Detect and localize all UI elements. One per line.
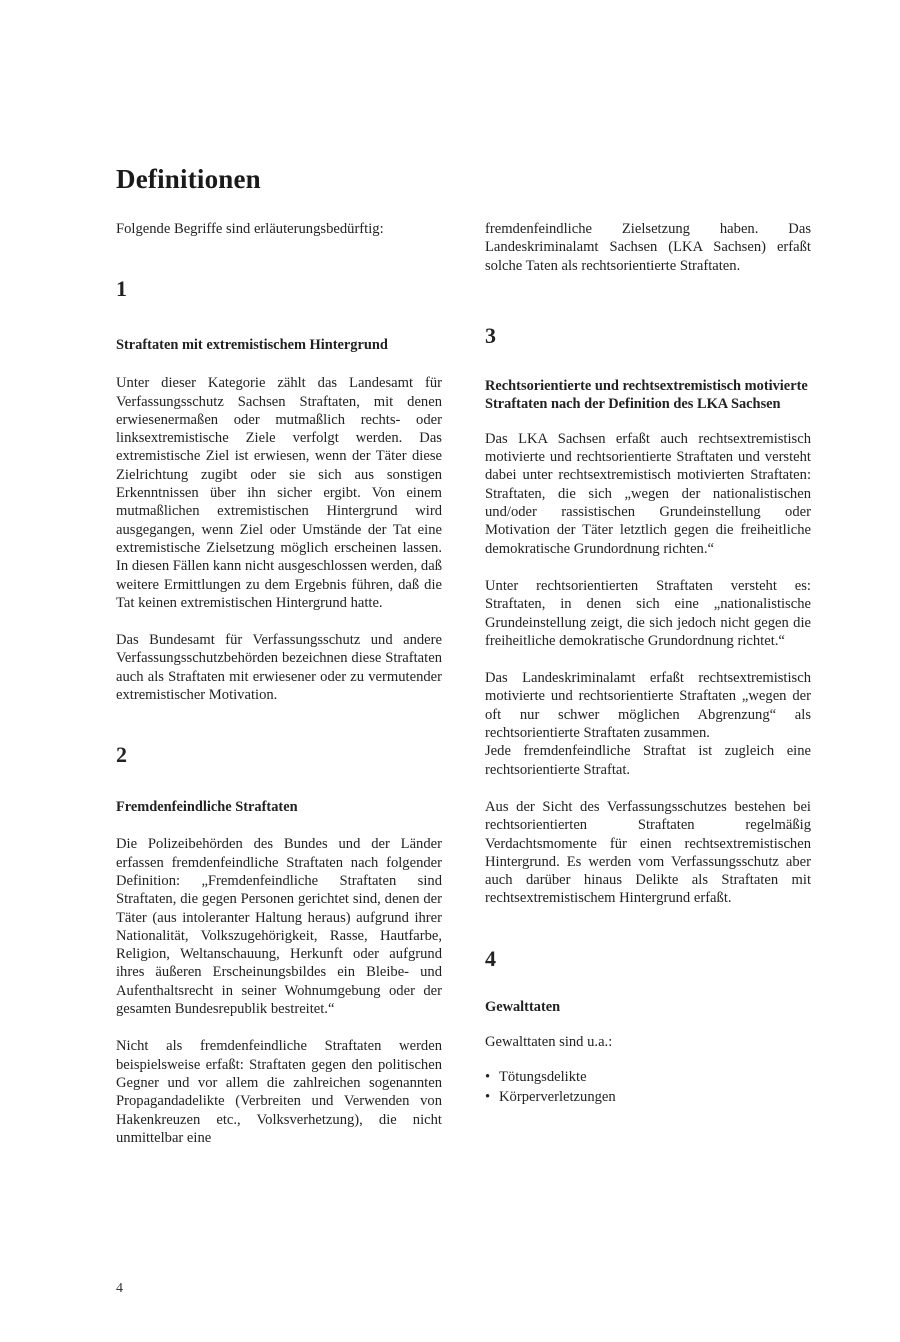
section-3-number: 3: [485, 322, 496, 348]
section-1-paragraph: Unter dieser Kategorie zählt das Landesamt für Verfassungsschutz Sachsen Straftaten, mit denen erwiesenermaßen oder mutmaßlich rechts- oder linksextremistische Ziele verfolgt werden. Das extremistische Ziel ist erwiesen, wenn der Täter diese Zielrichtung zugibt oder sie sich aus sonstigen Erkenntnissen über ihn sicher ergibt. Von einem mutmaßlichen extremistischen Hintergrund wird ausgegangen, wenn Ziel oder Umstände der Tat eine extremistische Zielsetzung möglich erscheinen lassen. In diesen Fällen kann nicht ausgeschlossen werden, daß weitere Ermittlungen zu dem Ergebnis führen, daß die Tat keinen extremistischen Hintergrund hatte.: [116, 375, 442, 611]
page-title: Definitionen: [116, 164, 261, 194]
intro-text: Folgende Begriffe sind erläuterungsbedürftig:: [116, 221, 384, 237]
section-2-paragraph-continued: fremdenfeindliche Zielsetzung haben. Das Landeskriminalamt Sachsen (LKA Sachsen) erfaßt solche Taten als rechtsorientierte Straftaten.: [485, 221, 811, 274]
list-item: • Körperverletzungen: [485, 1087, 811, 1107]
section-2-heading: Fremdenfeindliche Straftaten: [116, 799, 298, 816]
section-4-paragraph: Gewalttaten sind u.a.:: [485, 1033, 613, 1050]
section-1-heading: Straftaten mit extremistischem Hintergrund: [116, 337, 388, 354]
section-3-paragraph: Jede fremdenfeindliche Straftat ist zugleich eine rechtsorientierte Straftat.: [485, 743, 811, 778]
section-1-paragraph: Das Bundesamt für Verfassungsschutz und andere Verfassungsschutzbehörden bezeichnen diese Straftaten auch als Straftaten mit erwiesener oder zu vermutender extremistischer Motivation.: [116, 632, 442, 704]
page-number: 4: [116, 1281, 123, 1296]
list-item: • Tötungsdelikte: [485, 1067, 811, 1087]
left-column: [116, 220, 442, 1147]
section-3-heading: Rechtsorientierte und rechtsextremistisch motivierte Straftaten nach der Definition des LKA Sachsen: [485, 377, 808, 412]
section-3-paragraph: Unter rechtsorientierten Straftaten versteht es: Straftaten, in denen sich eine „nationalistische Grundeinstellung zeigt, die sich jedoch nicht gegen die freiheitliche demokratische Grundordnung richtet.“: [485, 577, 811, 649]
section-2-paragraph: Nicht als fremdenfeindliche Straftaten werden beispielsweise erfaßt: Straftaten gegen den politischen Gegner und vor allem die zahlreichen sogenannten Propagandadelikte (Verbreiten und Verwenden von Hakenkreuzen etc., Volksverhetzung), die nicht unmittelbar eine: [116, 1038, 442, 1146]
section-4-heading: Gewalttaten: [485, 998, 561, 1015]
section-1-number: 1: [116, 276, 127, 302]
bullet-list: [485, 1067, 811, 1107]
section-3-paragraph: Das LKA Sachsen erfaßt auch rechtsextremistisch motivierte und rechtsorientierte Straftaten und versteht dabei unter rechtsextremistisch motivierten Straftaten: Straftaten, die sich „wegen der nationalistischen und/oder rassistischen Grundeinstellung oder Motivation der Täter letztlich gegen die freiheitliche demokratische Grundordnung richten.“: [485, 430, 811, 557]
section-4-number: 4: [485, 945, 496, 971]
section-3-paragraph: Das Landeskriminalamt erfaßt rechtsextremistisch motivierte und rechtsorientierte Straftaten „wegen der oft nur schwer möglichen Abgrenzung“ als rechtsorientierte Straftaten zusammen.: [485, 670, 811, 742]
section-2-number: 2: [116, 742, 127, 768]
right-column: [485, 220, 811, 1107]
section-2-paragraph: Die Polizeibehörden des Bundes und der Länder erfassen fremdenfeindliche Straftaten nach folgender Definition: „Fremdenfeindliche Straftaten sind Straftaten, die gegen Personen gerichtet sind, denen der Täter (aus intoleranter Haltung heraus) aufgrund ihrer Nationalität, Volkszugehörigkeit, Rasse, Hautfarbe, Religion, Weltanschauung, Herkunft oder aufgrund ihres äußeren Erscheinungsbildes ein Bleibe- und Aufenthaltsrecht in seiner Wohnumgebung oder der gesamten Bundesrepublik bestreitet.“: [116, 836, 442, 1018]
section-3-paragraph: Aus der Sicht des Verfassungsschutzes bestehen bei rechtsorientierten Straftaten regelmäßig Verdachtsmomente für einen rechtsextremistischen Hintergrund. Es werden vom Verfassungsschutz aber auch darüber hinaus Delikte als Straftaten mit rechtsextremistischem Hintergrund erfaßt.: [485, 798, 811, 907]
